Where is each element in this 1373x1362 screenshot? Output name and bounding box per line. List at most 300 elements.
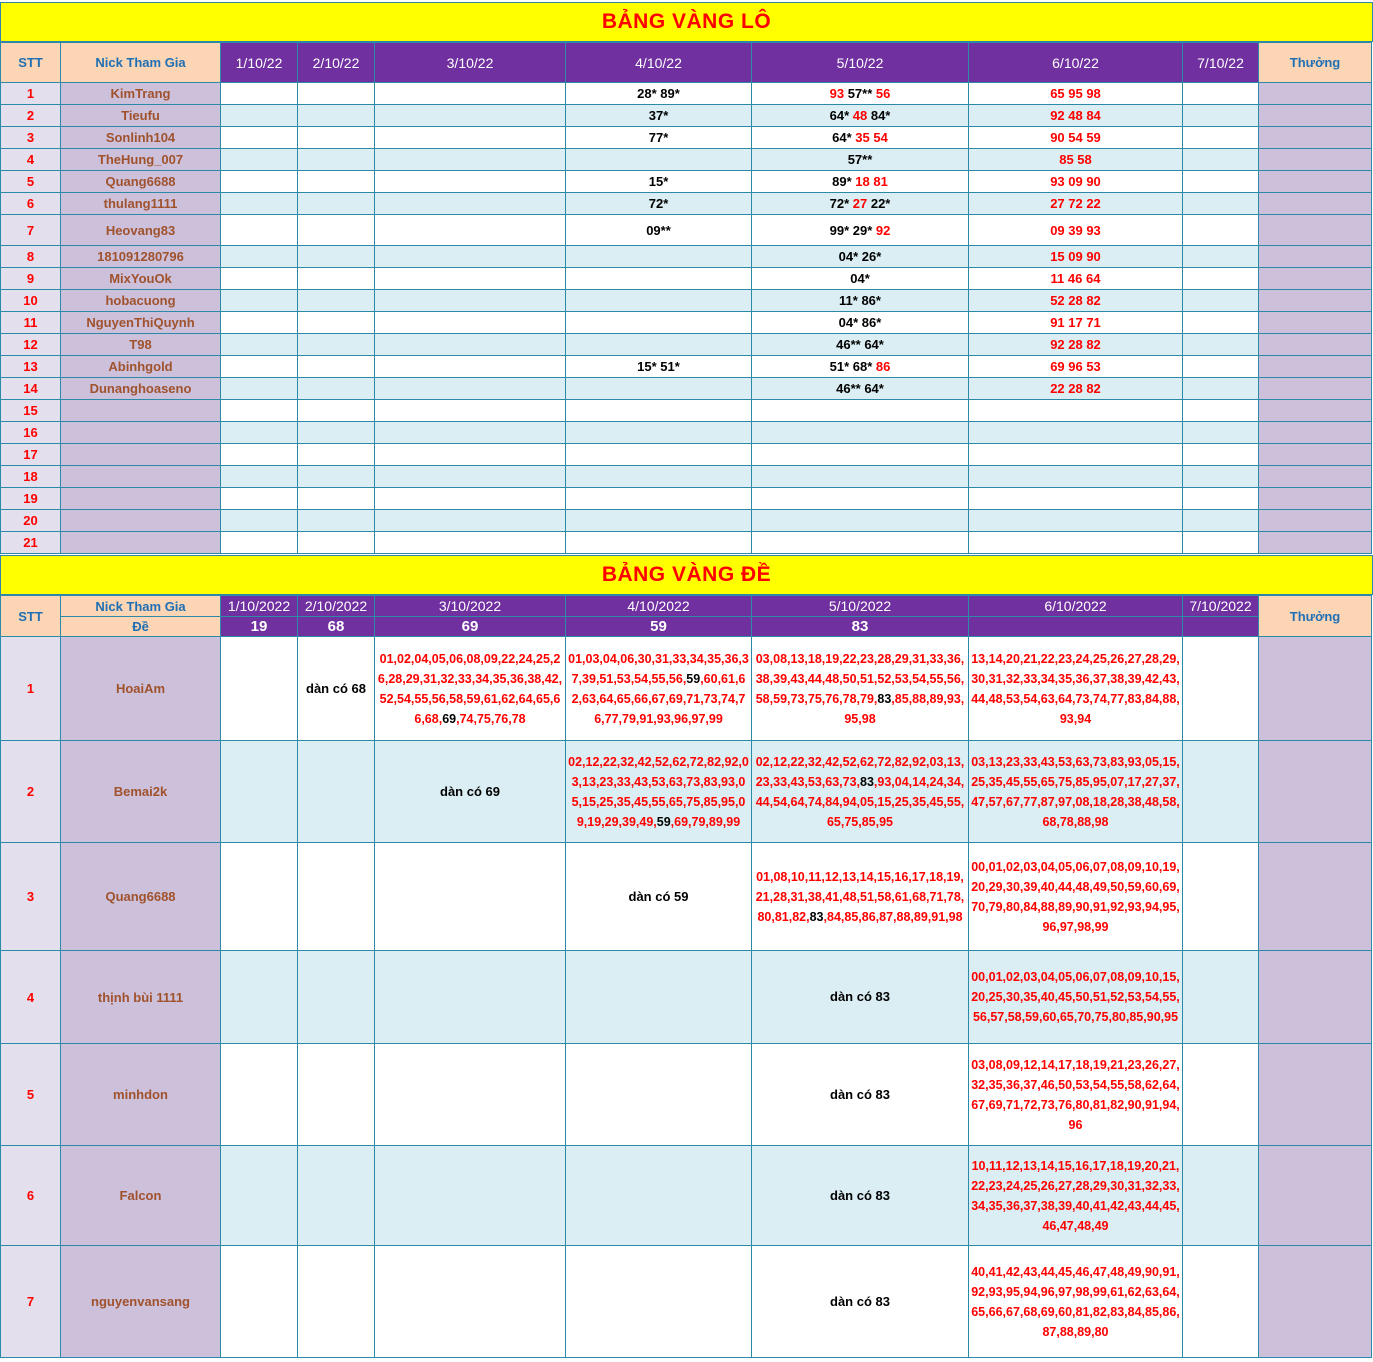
de-stt: 2 (1, 741, 61, 843)
lo-cell-date-1 (221, 356, 298, 378)
lo-row (1, 532, 1372, 554)
lo-row (1, 193, 1372, 215)
de-number-list: 40,41,42,43,44,45,46,47,48,49,90,91,92,93,95,94,96,97,98,99,61,62,63,64,65,66,67,68,69,60,81,82,83,84,85,86,87,88,89,80 (971, 1264, 1180, 1339)
de-thuong (1259, 951, 1372, 1044)
de-cell-date-5 (752, 1044, 969, 1146)
de-number-list: 59 (686, 671, 701, 686)
lo-cell-date-5 (752, 334, 969, 356)
lo-cell-date-2 (298, 193, 375, 215)
de-cell-date-3 (375, 951, 566, 1044)
lo-cell-date-1 (221, 171, 298, 193)
de-number-list: 03,08,13,18,19,22,23,28,29,31,33,36,38,39,43,44,48,50,51,52,53,54,55,56,58,59,73,75,76,78,79, (755, 651, 965, 706)
de-number-list: 59 (656, 814, 671, 829)
lo-cell-date-2 (298, 422, 375, 444)
lo-number-group: 35 54 (855, 130, 888, 145)
lo-cell-date-6 (969, 334, 1183, 356)
de-cell-date-2 (298, 741, 375, 843)
lo-cell-date-2 (298, 488, 375, 510)
de-number-list: 13,14,20,21,22,23,24,25,26,27,28,29,30,31,32,33,34,35,36,37,38,39,42,43,44,48,53,54,63,64,73,74,77,83,84,88,93,94 (971, 651, 1180, 726)
lo-number-group: 28* 89* (637, 86, 680, 101)
lo-thuong (1259, 532, 1372, 554)
lo-cell-date-2 (298, 444, 375, 466)
lo-cell-date-7 (1183, 466, 1259, 488)
lo-cell-date-1 (221, 105, 298, 127)
de-row (1, 1146, 1372, 1246)
lo-stt: 13 (1, 356, 61, 378)
lo-stt: 12 (1, 334, 61, 356)
de-nick: Quang6688 (61, 843, 221, 951)
lo-cell-date-7 (1183, 400, 1259, 422)
de-header-date-4: 4/10/2022 (566, 596, 752, 617)
lo-cell-date-5 (752, 488, 969, 510)
lo-cell-date-4 (566, 422, 752, 444)
de-cell-date-6 (969, 843, 1183, 951)
lo-thuong (1259, 312, 1372, 334)
lo-number-group: 09** (646, 222, 671, 238)
lo-nick: MixYouOk (61, 268, 221, 290)
lo-nick: KimTrang (61, 83, 221, 105)
lo-stt: 20 (1, 510, 61, 532)
lo-cell-date-6 (969, 378, 1183, 400)
de-cell-date-5 (752, 951, 969, 1044)
lo-cell-date-7 (1183, 334, 1259, 356)
de-row (1, 843, 1372, 951)
lo-stt: 7 (1, 215, 61, 246)
lo-cell-date-6 (969, 193, 1183, 215)
lo-number-group: 11* 86* (839, 293, 881, 308)
lo-row (1, 312, 1372, 334)
de-cell-date-3 (375, 1146, 566, 1246)
lo-cell-date-1 (221, 290, 298, 312)
lo-cell-date-6 (969, 171, 1183, 193)
lo-cell-date-6 (969, 444, 1183, 466)
lo-cell-date-1 (221, 488, 298, 510)
de-nick: thịnh bùi 1111 (61, 951, 221, 1044)
lo-row (1, 246, 1372, 268)
de-stt: 5 (1, 1044, 61, 1146)
lo-number-group: 93 (829, 86, 848, 101)
lo-nick (61, 444, 221, 466)
lo-cell-date-3 (375, 378, 566, 400)
lo-title-bar (0, 2, 1373, 42)
lo-cell-date-5 (752, 268, 969, 290)
de-cell-date-2 (298, 1044, 375, 1146)
lo-number-group: 15 09 90 (1050, 249, 1101, 264)
lo-stt: 21 (1, 532, 61, 554)
lo-thuong (1259, 268, 1372, 290)
de-title-bar (0, 555, 1373, 595)
lo-row (1, 268, 1372, 290)
lo-cell-date-1 (221, 268, 298, 290)
lo-nick (61, 400, 221, 422)
de-cell-date-3 (375, 741, 566, 843)
lo-cell-date-7 (1183, 290, 1259, 312)
de-dan-label: dàn có 83 (830, 1293, 890, 1309)
de-cell-date-1 (221, 1246, 298, 1358)
lo-cell-date-7 (1183, 149, 1259, 171)
lo-cell-date-5 (752, 215, 969, 246)
lo-cell-date-4 (566, 510, 752, 532)
de-thuong (1259, 1146, 1372, 1246)
lo-cell-date-3 (375, 105, 566, 127)
lo-cell-date-2 (298, 400, 375, 422)
lo-stt: 3 (1, 127, 61, 149)
lo-cell-date-4 (566, 312, 752, 334)
de-thuong (1259, 843, 1372, 951)
de-cell-date-4 (566, 1246, 752, 1358)
de-header-nick: Nick Tham Gia (61, 596, 221, 617)
lo-cell-date-4 (566, 149, 752, 171)
de-dan-label: dàn có 83 (830, 1187, 890, 1203)
de-stt: 1 (1, 637, 61, 741)
lo-cell-date-1 (221, 532, 298, 554)
lo-cell-date-5 (752, 356, 969, 378)
lo-cell-date-1 (221, 83, 298, 105)
lo-cell-date-7 (1183, 488, 1259, 510)
lo-cell-date-7 (1183, 268, 1259, 290)
de-cell-date-1 (221, 951, 298, 1044)
lo-cell-date-3 (375, 488, 566, 510)
de-number-list: 10,11,12,13,14,15,16,17,18,19,20,21,22,23,24,25,26,27,28,29,30,31,32,33,34,35,36,37,38,39,40,41,42,43,44,45,46,47,48,49 (971, 1158, 1180, 1233)
lo-thuong (1259, 193, 1372, 215)
lo-cell-date-7 (1183, 444, 1259, 466)
lo-cell-date-6 (969, 532, 1183, 554)
lo-thuong (1259, 127, 1372, 149)
lo-cell-date-5 (752, 193, 969, 215)
lo-cell-date-4 (566, 215, 752, 246)
lo-row (1, 422, 1372, 444)
de-header-date-7: 7/10/2022 (1183, 596, 1259, 617)
lo-nick (61, 532, 221, 554)
lo-cell-date-7 (1183, 193, 1259, 215)
lo-nick: T98 (61, 334, 221, 356)
de-thuong (1259, 741, 1372, 843)
lo-cell-date-1 (221, 422, 298, 444)
lo-cell-date-1 (221, 400, 298, 422)
lo-cell-date-2 (298, 356, 375, 378)
lo-stt: 5 (1, 171, 61, 193)
de-number-list: ,60,61,62,63,64,65,66,67,69,71,73,74,76,77,79,91,93,96,97,99 (571, 671, 746, 726)
de-number-list: 03,08,09,12,14,17,18,19,21,23,26,27,32,35,36,37,46,50,53,54,55,58,62,64,67,69,71,72,73,76,80,81,82,90,91,94,96 (971, 1057, 1180, 1132)
de-cell-date-4 (566, 843, 752, 951)
de-cell-date-2 (298, 637, 375, 741)
lo-cell-date-4 (566, 334, 752, 356)
lo-cell-date-4 (566, 400, 752, 422)
lo-number-group: 04* 26* (838, 249, 882, 264)
lo-number-group: 04* 86* (838, 315, 882, 330)
lo-cell-date-4 (566, 171, 752, 193)
de-dan-label: dàn có 68 (306, 680, 366, 696)
lo-cell-date-7 (1183, 378, 1259, 400)
de-cell-date-4 (566, 951, 752, 1044)
lo-cell-date-1 (221, 127, 298, 149)
de-result-5: 83 (752, 617, 969, 637)
lo-cell-date-6 (969, 312, 1183, 334)
de-thuong (1259, 1044, 1372, 1146)
lo-cell-date-7 (1183, 127, 1259, 149)
lo-number-group: 22* (870, 196, 891, 211)
de-number-list: 83 (809, 909, 824, 924)
lo-cell-date-4 (566, 378, 752, 400)
lo-header-row (1, 43, 1372, 83)
lo-cell-date-4 (566, 193, 752, 215)
lo-number-group: 85 58 (1059, 152, 1092, 167)
de-cell-date-3 (375, 1044, 566, 1146)
de-number-list: 01,03,04,06,30,31,33,34,35,36,37,39,51,53,54,55,56, (568, 651, 749, 686)
lo-number-group: 18 81 (855, 174, 888, 189)
lo-row (1, 488, 1372, 510)
lo-number-group: 46** 64* (836, 337, 884, 352)
lo-cell-date-7 (1183, 171, 1259, 193)
lo-thuong (1259, 466, 1372, 488)
lo-stt: 17 (1, 444, 61, 466)
lo-number-group: 92 (875, 222, 891, 238)
lo-header-date-2: 2/10/22 (298, 43, 375, 83)
lo-cell-date-1 (221, 246, 298, 268)
de-cell-date-1 (221, 741, 298, 843)
lo-number-group: 04* (850, 271, 870, 286)
lo-cell-date-7 (1183, 312, 1259, 334)
de-number-list: 00,01,02,03,04,05,06,07,08,09,10,15,20,25,30,35,40,45,50,51,52,53,54,55,56,57,58,59,60,65,70,75,80,85,90,95 (971, 970, 1180, 1024)
lo-nick (61, 510, 221, 532)
de-number-list: ,74,75,76,78 (456, 711, 526, 726)
lo-nick (61, 488, 221, 510)
lo-cell-date-6 (969, 422, 1183, 444)
lo-cell-date-7 (1183, 532, 1259, 554)
lo-cell-date-2 (298, 246, 375, 268)
de-stt: 7 (1, 1246, 61, 1358)
lo-cell-date-5 (752, 422, 969, 444)
lo-number-group: 64* (829, 108, 853, 123)
de-cell-date-4 (566, 741, 752, 843)
lo-number-group: 51* 68* (829, 359, 876, 374)
de-cell-date-6 (969, 741, 1183, 843)
lo-cell-date-2 (298, 268, 375, 290)
lo-cell-date-3 (375, 290, 566, 312)
de-result-4: 59 (566, 617, 752, 637)
lo-header-date-5: 5/10/22 (752, 43, 969, 83)
lo-cell-date-1 (221, 510, 298, 532)
lo-nick: Sonlinh104 (61, 127, 221, 149)
de-cell-date-5 (752, 741, 969, 843)
lo-stt: 4 (1, 149, 61, 171)
lo-cell-date-2 (298, 215, 375, 246)
lo-number-group: 11 46 64 (1050, 271, 1101, 286)
lo-cell-date-5 (752, 400, 969, 422)
lo-cell-date-2 (298, 466, 375, 488)
lo-row (1, 466, 1372, 488)
lo-cell-date-2 (298, 290, 375, 312)
lo-thuong (1259, 171, 1372, 193)
lo-number-group: 64* (832, 130, 856, 145)
lo-number-group: 91 17 71 (1050, 315, 1101, 330)
lo-cell-date-1 (221, 466, 298, 488)
lo-cell-date-3 (375, 334, 566, 356)
lo-cell-date-3 (375, 422, 566, 444)
lo-cell-date-3 (375, 444, 566, 466)
lo-cell-date-3 (375, 510, 566, 532)
lo-cell-date-6 (969, 488, 1183, 510)
lo-thuong (1259, 378, 1372, 400)
lo-number-group: 65 95 98 (1050, 86, 1101, 101)
lo-number-group: 90 54 59 (1050, 130, 1101, 145)
lo-stt: 18 (1, 466, 61, 488)
de-cell-date-5 (752, 1246, 969, 1358)
lo-cell-date-3 (375, 312, 566, 334)
lo-number-group: 69 96 53 (1050, 359, 1101, 374)
lo-header-date-4: 4/10/22 (566, 43, 752, 83)
de-cell-date-1 (221, 843, 298, 951)
lo-cell-date-2 (298, 149, 375, 171)
lo-number-group: 27 (852, 196, 871, 211)
lo-number-group: 27 72 22 (1050, 196, 1101, 211)
de-header-row (1, 596, 1372, 617)
lo-cell-date-6 (969, 356, 1183, 378)
lo-cell-date-7 (1183, 215, 1259, 246)
lo-cell-date-3 (375, 400, 566, 422)
lo-number-group: 46** 64* (836, 381, 884, 396)
de-dan-label: dàn có 69 (440, 783, 500, 799)
lo-cell-date-4 (566, 466, 752, 488)
de-result-1: 19 (221, 617, 298, 637)
lo-header-thuong: Thưởng (1259, 43, 1372, 83)
lo-header-date-1: 1/10/22 (221, 43, 298, 83)
lo-cell-date-6 (969, 268, 1183, 290)
lo-nick: 181091280796 (61, 246, 221, 268)
lo-row (1, 444, 1372, 466)
lo-cell-date-3 (375, 356, 566, 378)
lo-cell-date-3 (375, 83, 566, 105)
lo-number-group: 48 (852, 108, 871, 123)
de-cell-date-7 (1183, 741, 1259, 843)
de-result-7 (1183, 617, 1259, 637)
de-row (1, 1246, 1372, 1358)
lo-cell-date-6 (969, 510, 1183, 532)
lo-cell-date-6 (969, 290, 1183, 312)
de-result-6 (969, 617, 1183, 637)
de-dan-label: dàn có 59 (628, 888, 689, 904)
lo-stt: 16 (1, 422, 61, 444)
lo-number-group: 57** (847, 86, 876, 101)
de-dan-label: dàn có 83 (830, 989, 890, 1004)
de-number-list: 01,08,10,11,12,13,14,15,16,17,18,19,21,28,31,38,41,48,51,58,61,68,71,78,80,81,82, (755, 869, 965, 924)
lo-cell-date-6 (969, 83, 1183, 105)
lo-cell-date-7 (1183, 83, 1259, 105)
lo-cell-date-4 (566, 83, 752, 105)
lo-number-group: 37* (648, 108, 669, 123)
lo-cell-date-7 (1183, 422, 1259, 444)
lo-cell-date-2 (298, 105, 375, 127)
lo-header-nick: Nick Tham Gia (61, 43, 221, 83)
lo-number-group: 84* (870, 108, 891, 123)
lo-cell-date-7 (1183, 246, 1259, 268)
de-cell-date-6 (969, 637, 1183, 741)
de-cell-date-1 (221, 1044, 298, 1146)
lo-header-date-3: 3/10/22 (375, 43, 566, 83)
lo-number-group: 89* (832, 174, 856, 189)
lo-stt: 8 (1, 246, 61, 268)
de-number-list: 01,02,04,05,06,08,09,22,24,25,26,28,29,31,32,33,34,35,36,38,42,52,54,55,56,58,59,61,62,64,65,66,68, (377, 651, 563, 726)
de-cell-date-7 (1183, 1246, 1259, 1358)
lo-cell-date-6 (969, 149, 1183, 171)
lo-stt: 19 (1, 488, 61, 510)
lo-cell-date-1 (221, 334, 298, 356)
lo-cell-date-2 (298, 171, 375, 193)
lo-row (1, 215, 1372, 246)
lo-header-date-6: 6/10/22 (969, 43, 1183, 83)
de-cell-date-5 (752, 843, 969, 951)
lo-thuong (1259, 356, 1372, 378)
lo-row (1, 127, 1372, 149)
de-cell-date-2 (298, 1246, 375, 1358)
lo-thuong (1259, 149, 1372, 171)
lo-cell-date-5 (752, 532, 969, 554)
lo-cell-date-5 (752, 378, 969, 400)
de-number-list: 83 (877, 691, 892, 706)
lo-cell-date-5 (752, 127, 969, 149)
lo-cell-date-5 (752, 83, 969, 105)
de-number-list: 00,01,02,03,04,05,06,07,08,09,10,19,20,29,30,39,40,44,48,49,50,59,60,69,70,79,80,84,88,89,90,91,92,93,94,95,96,97,98,99 (971, 859, 1180, 934)
de-nick: minhdon (61, 1044, 221, 1146)
lo-cell-date-5 (752, 312, 969, 334)
lo-cell-date-5 (752, 510, 969, 532)
de-nick: Falcon (61, 1146, 221, 1246)
de-number-list: 02,12,22,32,42,52,62,72,82,92,03,13,23,33,43,53,63,73, (755, 754, 965, 789)
de-number-list: ,69,79,89,99 (670, 814, 741, 829)
de-cell-date-7 (1183, 1146, 1259, 1246)
de-header-stt: STT (1, 596, 61, 637)
lo-cell-date-5 (752, 290, 969, 312)
lo-nick (61, 466, 221, 488)
lo-row (1, 290, 1372, 312)
lo-cell-date-2 (298, 532, 375, 554)
de-row (1, 637, 1372, 741)
de-title: BẢNG VÀNG ĐỀ (601, 563, 772, 586)
lo-cell-date-1 (221, 444, 298, 466)
lo-cell-date-5 (752, 171, 969, 193)
de-cell-date-2 (298, 843, 375, 951)
lo-cell-date-3 (375, 171, 566, 193)
de-table (0, 595, 1372, 1358)
lo-cell-date-4 (566, 356, 752, 378)
lo-stt: 1 (1, 83, 61, 105)
lo-number-group: 72* (829, 196, 853, 211)
lo-cell-date-7 (1183, 356, 1259, 378)
lo-row (1, 334, 1372, 356)
de-cell-date-3 (375, 843, 566, 951)
de-row (1, 741, 1372, 843)
de-thuong (1259, 637, 1372, 741)
de-header-date-6: 6/10/2022 (969, 596, 1183, 617)
lo-nick: Heovang83 (61, 215, 221, 246)
lo-thuong (1259, 444, 1372, 466)
de-row (1, 951, 1372, 1044)
lo-cell-date-6 (969, 105, 1183, 127)
de-number-list: 03,13,23,33,43,53,63,73,83,93,05,15,25,35,45,55,65,75,85,95,07,17,27,37,47,57,67,77,87,97,08,18,28,38,48,58,68,78,88,98 (971, 754, 1180, 829)
lo-table (0, 42, 1372, 554)
de-cell-date-5 (752, 1146, 969, 1246)
lo-cell-date-5 (752, 444, 969, 466)
lo-cell-date-2 (298, 510, 375, 532)
lo-row (1, 356, 1372, 378)
de-nick: nguyenvansang (61, 1246, 221, 1358)
de-cell-date-2 (298, 951, 375, 1044)
lo-cell-date-4 (566, 488, 752, 510)
lo-cell-date-4 (566, 105, 752, 127)
lo-cell-date-7 (1183, 105, 1259, 127)
de-header-date-2: 2/10/2022 (298, 596, 375, 617)
lo-cell-date-3 (375, 149, 566, 171)
